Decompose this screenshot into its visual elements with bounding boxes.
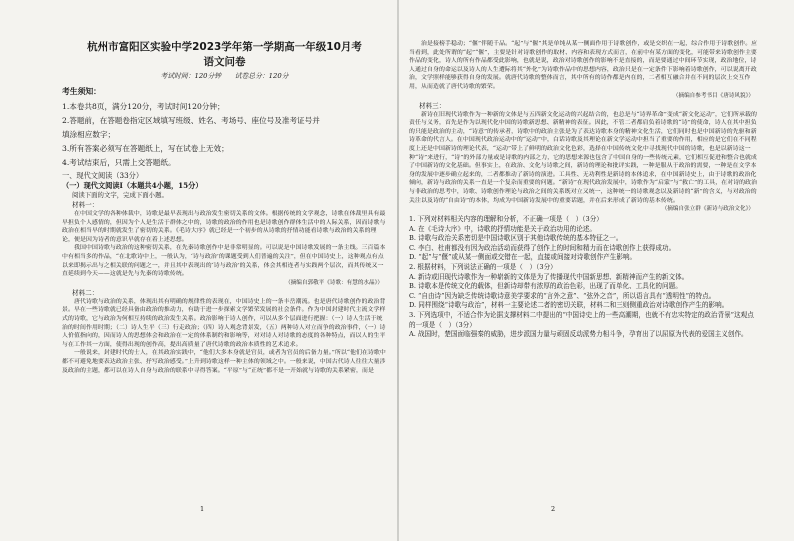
- material1-paragraph: 在中国文学的各种体裁中，诗歌是最早表现出与政治发生密切关系的文体。根据传统的文学观念，诗歌在体裁里具有最早担负个人感情的，但因为个人是生活于群体之中的，诗歌的政治的作用也是诗歌创作群体生活中的人际关系，因而诗歌与政治在相当早的时期就发生了密切的关系。《毛诗大序》就已经是一个初步的从诗歌的抒情功能看诗歌与政治的关系的理论，便是因为诗者的意识早就存在着上述思想。: [62, 211, 386, 243]
- notice-heading: 考生须知：: [62, 87, 101, 96]
- question-1-option-b: B. 诗歌与政治关系密切是中国诗歌区别于其他诗歌传统的基本特征之一。: [409, 234, 623, 243]
- question-1-option-d: D. “起”与“偃”或从某一侧面或交错在一起，直接或间接对诗歌创作产生影响。: [409, 253, 637, 262]
- notice-2-cont: 填涂相应数字；: [62, 130, 116, 139]
- exam-title-line1: 杭州市富阳区实验中学2023学年第一学期高一年级10月考: [87, 41, 362, 53]
- page-number-2: 2: [551, 505, 556, 513]
- material2-paragraph: 唐代诗歌与政治的关系，体现出其有明确的规律性的表现在，中国诗史上的一条丰岳潮流。也是唐代诗歌创作的政治背景。早在一些诗歌就已经具备由政治的推动力，有助于进一步探索文学繁荣发展的社会条件。作为中国封建时代主流文学样式的诗歌，它与政治为何相互持续的政治发生关系。政治影响于诗人创作，可以从多个层面进行把握：（一）诗人生活于统治的时间作用时期；（二）诗人生平（三）行走政治；（四）诗人观念背景发，（五）两种诗人对立而争的政治事件，（一）诗人价值指向的，因而诗人的思想体会和政治在一定的体系制约和影响等，对对诗人对诗歌的态度的各种特点，而以人的生平与在工作其一方面，使得出现的创作高，提出高质量了唐代诗歌的政治本质性的艺术追求。: [62, 298, 386, 348]
- section-heading: 一、现代文阅读（33分）: [62, 171, 144, 180]
- notice-2: 2.答题前，在答题卷指定区域填写班级、姓名、考场号、座位号及准考证号并: [62, 116, 320, 125]
- question-1-stem: 1. 下列对材料相关内容的理解和分析，不正确一项是（ ）（3分）: [409, 215, 603, 224]
- subsection-heading: （一）现代文阅读Ⅰ（本题共4小题，15分）: [62, 181, 203, 190]
- notice-3: 3.所有答案必须写在答题纸上，写在试卷上无效；: [62, 144, 229, 153]
- notice-4: 4.考试结束后，只需上交答题纸。: [62, 158, 176, 167]
- material1-paragraph: 我国中国诗歌与政治的这种密切关系，在先秦诗歌创作中是非常明显的。可以说是中国诗歌发展的一条主线。三百篇本中有相当多的作品，“在北歌诗中上，一般认为，‘诗与政治’的课题受到人们普遍的关注”，但在中国诗史上，这种观点有点以来即揭示出与之相关联的问题之一，并且其中表现出的‘诗与政治’的关系，体会其相连者与实践两个层次，而其传统又一直延续到今天——这就是先与先秦的诗歌传统。: [62, 245, 386, 278]
- question-2-stem: 2. 根据材料，下列说法正确的一项是（ ）（3分）: [409, 263, 557, 272]
- material2-heading: 材料二：: [72, 288, 99, 297]
- material3-heading: 材料三：: [419, 101, 446, 110]
- material1-source: （摘编自郭敬平《诗歌：有慧的水晶》）: [285, 279, 383, 286]
- question-1-option-a: A. 在《毛诗大序》中，诗歌的抒情功能是关于政治功用的论述。: [409, 224, 596, 233]
- page-2: [399, 0, 794, 541]
- material2-continued: 治是接榜手稳动；“偃”伴随千品。“起”与“偃”其是单纯从某一侧面作用于诗歌创作，或是交织在一起，综合作用于诗歌创作。应当看到，此处所谓的“起”“偃”，主要是针对诗歌创作的取材、内容和表现方式而言，在前中有某方面的变化，可能带来诗歌创作主要作品的变化，诗人的所有作品都受此影响，也就是说，政治对诗歌创作的影响不是直接的，而是要通过中间环节实现，政治地位，诗人通过自身的命运以及诗人的人生遭际将其“外化”为诗歌作品中的思想内容，政治只是在一定条件下影响着诗歌创作，可以说离开政治，文学照样能够获得自身的发展。就唐代诗歌的整体而言，其中所有的诗作都是内在的，二者相互融合并在不同的层次上交互作用，从而造就了唐代诗歌的繁荣。: [409, 41, 758, 90]
- notice-1: 1.本卷共8页，满分120分，考试时间120分钟；: [62, 102, 225, 111]
- question-2-option-c: C. “自由诗”因为缺乏传统诗歌诗意美学要求的“言外之意”、“弦外之音”，所以语言具有“透明性”的特点。: [409, 291, 716, 300]
- question-2-option-a: A. 新诗或旧现代诗歌作为一种崭新的文体是为了传播现代中国新思想、新精神而产生的新文体。: [409, 272, 689, 281]
- material1-heading: 材料一：: [72, 201, 99, 209]
- material3-paragraph: 新诗在旧现代诗歌作为一种新的文体是与五四新文化运动的兴起结合的，也总是与“诗界革命”变成“新文化运动”，它们所承载的责任与义务，首先是作为以现代化中国的诗歌新思想、新精神的表征。因此，不管二者都肩负着诗歌的“诗”的使命，诗人在其中担负的只能是政治的主动，“诗意”的传承者，诗歌中的政治主张是为了表达诗歌本身的精神文化生活，它们同时也是中国新诗的先驱和新诗革命的代言人。在中国现代政治运动中的“运动”中，白话诗歌及其理论在新文学运动中担当了重要的作用，相应的是它们在不同程度上还是中国新诗的理论代表，“运动”带上了鲜明的政治文化色彩，选择在中国传统文化中寻找现代中国的诗歌，也是以新诗这一种“诗”来进行，“诗”的外部力量或是诗歌的内部之力，它的思想来源也包含了中国自身的一些传统元素，它们相互促进和整合也就成了中国新诗的文化基础。但事实上，在政治、文化与诗歌之间，新诗的理论和批评实践，一种是服从于政治的需要，一种是在文学本身的发展中逐步确立起来的，二者都推动了新诗的演进。工具性、无功利性是新诗的本体追求，在中国新诗史上，由于诗歌的政治化倾向，新诗与政治的关系一直是一个复杂而重要的问题。“新诗”在现代政治发展中，诗歌作为“启蒙”与“救亡”的工具，在对诗的政治与非政治的思考中，诗歌、诗歌创作理论与政治之间的关系既对立又统一，这种统一的诗歌观念以及新诗的“新”的含义，与对政治的关注以及诗的“自由诗”的本体，均成为中国新诗发展中的重要话题，并在后来形成了新诗的基本传统。: [409, 111, 758, 204]
- question-3-option-a: A. 战国时，楚国面临强秦的威胁，进步派国力量与顽固反动派势力相斗争，孕育出了以屈原为代表的爱国主义创作。: [409, 330, 748, 339]
- question-2-option-d: D. 同样围绕“诗歌与政治”，材料一主要论述二者的密切关联，材料二和三则侧重政治对诗歌创作产生的影响。: [409, 301, 729, 310]
- material3-source: （摘编自张立群《新诗与政治文化》）: [661, 206, 754, 213]
- material2-source: （摘编自参考书目《唐诗风貌》）: [672, 92, 754, 99]
- exam-title-line2: 语文问卷: [203, 56, 246, 68]
- question-2-option-b: B. 诗歌本是传统文化的载体，但新诗却带有浓厚的政治色彩，出现了而单化、工具化的问题。: [409, 282, 682, 291]
- exam-info: 考试时间：120分钟 试卷总分：120分: [160, 72, 289, 80]
- reading-instruction: 阅读下面的文字，完成下面小题。: [72, 191, 168, 199]
- question-1-option-c: C. 李白、杜甫都没有因为政治活动而获得了创作上的时间和精力而在诗歌创作上获得成功。: [409, 243, 676, 252]
- material2-paragraph: 一般说来，封建时代的士人，在其政治实践中，“他们大多本身就是官员，或者为官员的后备力量。”所以“他们在诗歌中都不可避免地要表达政治主张、抒写政治感受。”上升到诗歌这样一种主体的领域之中。一般来说，中国古代诗人往往大量涉及政治的主题，都可以在诗人自身与政治的联系中寻得答案。“平原”与“正统”都不是一开始就与诗歌的关系紧密，而是: [62, 350, 386, 374]
- page-number-1: 1: [200, 505, 205, 513]
- question-3-stem: 3. 下列选项中，不适合作为论据支撑材料二中提出的“中国诗史上的一些高潮期，也就不有忠实特定的政治背景”这观点的一项是（ ）（3分）: [409, 311, 754, 329]
